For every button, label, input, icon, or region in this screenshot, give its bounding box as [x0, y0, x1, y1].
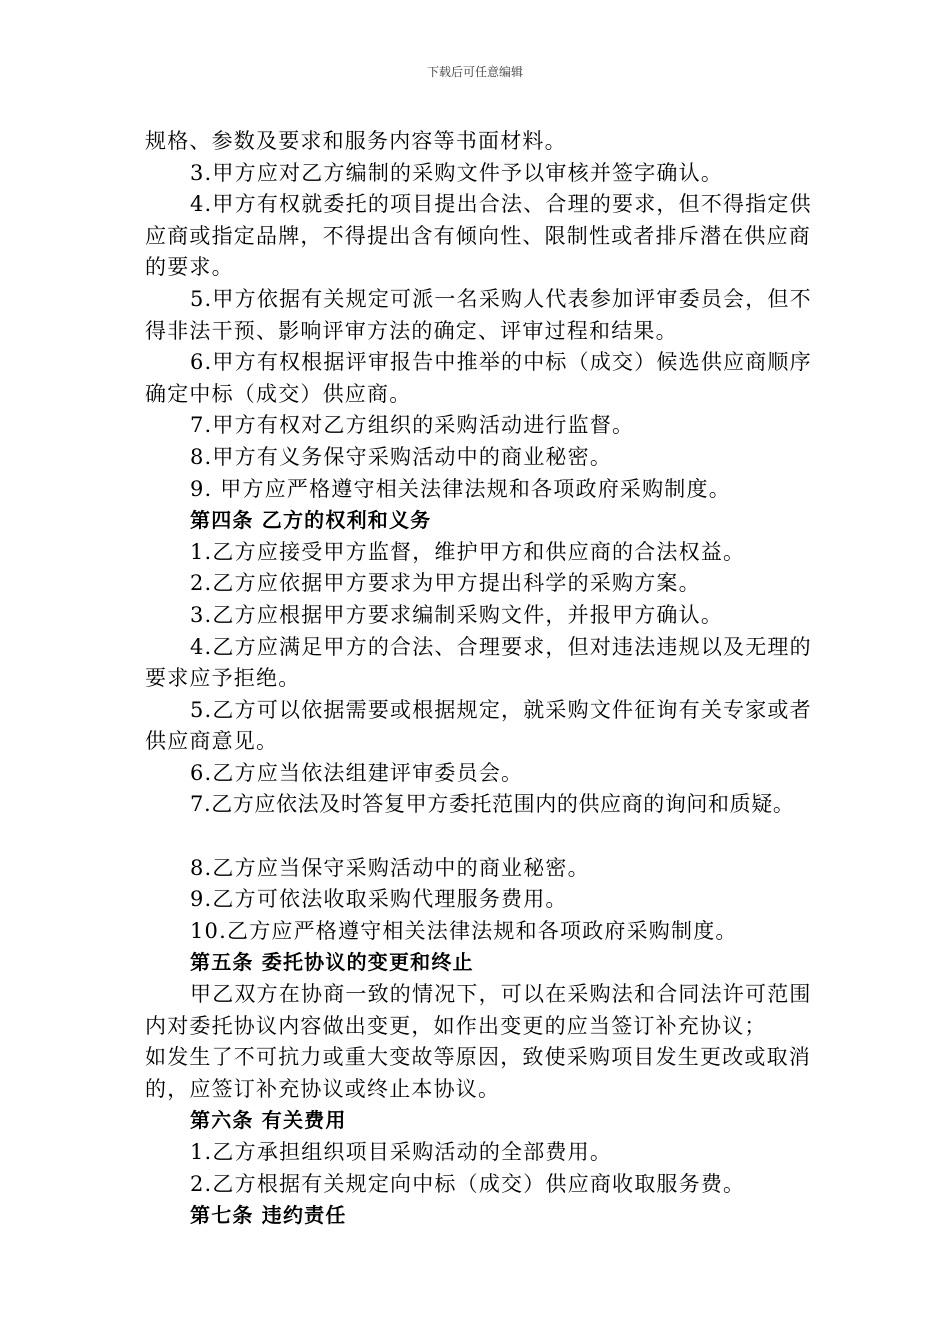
list-item: 1.乙方承担组织项目采购活动的全部费用。 — [190, 1140, 613, 1164]
list-item: 4.乙方应满足甲方的合法、合理要求，但对违法违规以及无理的要求应予拒绝。 — [145, 634, 812, 691]
list-item: 3.乙方应根据甲方要求编制采购文件，并报甲方确认。 — [190, 602, 724, 627]
document-body — [145, 126, 825, 1232]
list-item: 2.乙方应依据甲方要求为甲方提出科学的采购方案。 — [190, 571, 701, 596]
paragraph: 甲乙双方在协商一致的情况下，可以在采购法和合同法许可范围内对委托协议内容做出变更，如作出变更的应当签订补充协议； — [145, 982, 812, 1038]
paragraph: 规格、参数及要求和服务内容等书面材料。 — [145, 129, 567, 153]
paragraph: 如发生了不可抗力或重大变故等原因，致使采购项目发生更改或取消的，应签订补充协议或终止本协议。 — [145, 1045, 811, 1101]
list-item: 9. 甲方应严格遵守相关法律法规和各项政府采购制度。 — [190, 476, 731, 501]
section-heading-article-7: 第七条 违约责任 — [190, 1203, 347, 1228]
list-item: 5.甲方依据有关规定可派一名采购人代表参加评审委员会，但不得非法干预、影响评审方法的确定、评审过程和结果。 — [145, 286, 812, 343]
list-item: 9.乙方可依法收取采购代理服务费用。 — [190, 887, 568, 912]
page-header-note: 下载后可任意编辑 — [426, 65, 523, 79]
section-heading-article-5: 第五条 委托协议的变更和终止 — [190, 950, 474, 975]
list-item: 8.乙方应当保守采购活动中的商业秘密。 — [190, 855, 590, 880]
list-item: 6.甲方有权根据评审报告中推举的中标（成交）候选供应商顺序确定中标（成交）供应商。 — [145, 350, 812, 406]
list-item: 8.甲方有义务保守采购活动中的商业秘密。 — [190, 444, 613, 469]
list-item: 6.乙方应当依法组建评审委员会。 — [190, 760, 524, 785]
blank-line — [145, 821, 825, 853]
list-item: 5.乙方可以依据需要或根据规定，就采购文件征询有关专家或者供应商意见。 — [145, 697, 812, 754]
list-item: 1.乙方应接受甲方监督，维护甲方和供应商的合法权益。 — [190, 539, 746, 564]
list-item: 3.甲方应对乙方编制的采购文件予以审核并签字确认。 — [190, 160, 724, 185]
section-heading-article-6: 第六条 有关费用 — [190, 1108, 347, 1133]
list-item: 2.乙方根据有关规定向中标（成交）供应商收取服务费。 — [190, 1171, 746, 1196]
list-item: 4.甲方有权就委托的项目提出合法、合理的要求，但不得指定供应商或指定品牌，不得提出含有倾向性、限制性或者排斥潜在供应商的要求。 — [145, 192, 812, 280]
list-item: 10.乙方应严格遵守相关法律法规和各项政府采购制度。 — [190, 918, 738, 943]
list-item: 7.乙方应依法及时答复甲方委托范围内的供应商的询问和质疑。 — [190, 792, 795, 817]
section-heading-article-4: 第四条 乙方的权利和义务 — [190, 508, 432, 533]
list-item: 7.甲方有权对乙方组织的采购活动进行监督。 — [190, 413, 635, 438]
